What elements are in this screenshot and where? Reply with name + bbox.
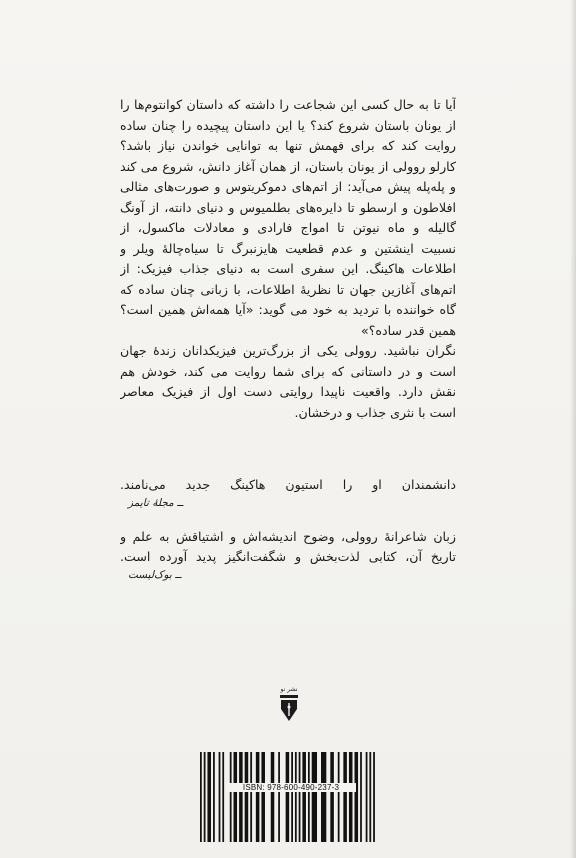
barcode-bar [360,752,362,842]
description-line: است با نثری جذاب و درخشان. [294,404,456,420]
description-line: همین قدر ساده؟» [360,322,456,338]
description-line: اطلاعات هاکینگ. این سفری است به دنیای جذاب فیزیک: از [120,261,456,276]
quote-source: ــ بوک‌لیست [128,569,182,581]
description-line: نگران نباشید. روولی یکی از بزرگ‌ترین فیزیکدانان زندهٔ جهان [120,343,456,358]
barcode-bar [271,752,275,842]
barcode-bar [299,752,301,842]
description-line: اتم‌های آغازین جهان تا نظریهٔ اطلاعات، با زبانی چنان ساده که [120,281,456,297]
publisher-logo-text: نشر نو [280,686,298,693]
quote-source: ــ مجلهٔ تایمز [128,497,184,509]
description-line: و پله‌پله پیش می‌آید: از اتم‌های دموکریتوس و صورت‌های مثالی [120,179,456,194]
description-line: گالیله و ماه نیوتن تا امواج فارادی و معادلات ماکسول، از [120,220,456,235]
barcode-bar [261,752,265,842]
barcode-bar [338,752,340,842]
description-line: افلاطون و ارسطو تا دایره‌های بطلمیوس و دنیای دانته، از آونگ [120,199,456,215]
review-quote-booklist [120,527,456,584]
barcode-bar [200,752,202,842]
quote-text: دانشمندان او را استیون هاکینگ جدید می‌نامند. [120,477,456,492]
barcode-bar [234,752,238,842]
barcode-bar [286,752,290,842]
quote-text: زبان شاعرانهٔ روولی، وضوح اندیشه‌اش و اشتیاقش به علم و [120,529,456,544]
barcode-bar [207,752,211,842]
description-block [120,95,456,423]
description-line: گاه خواننده با تردید به خود می گوید: «آیا همه‌اش همین است؟ [120,302,456,317]
barcode-bar [373,752,375,842]
review-quote-times [120,475,456,512]
barcode-bar [302,752,306,842]
description-line: آیا تا به حال کسی این شجاعت را داشته که داستان کوانتوم‌ها را [120,97,456,112]
description-line: کارلو روولی از یونان باستان، از همان آغاز دانش، شروع می کند [120,158,456,174]
barcode-bar [312,752,317,842]
description-line: نقش دارد. واقعیت ناپیدا روایتی دست اول از فیزیک معاصر [120,384,456,399]
barcode-bar [239,752,243,842]
barcode-bar [321,752,326,842]
barcode-bar [250,752,252,842]
isbn-barcode [195,752,380,848]
description-line: نسبیت اینشتین و عدم قطعیت هایزنبرگ تا سیاه‌چالهٔ ویلر و [120,240,456,256]
publisher-logo [276,685,302,729]
quote-text: تاریخ آن، کتابی لذت‌بخش و شگفت‌انگیز پدید آورده است. [120,549,456,564]
barcode-bar [308,752,310,842]
barcode-bar [295,752,297,842]
barcode-bar [256,752,260,842]
description-line: از یونان باستان شروع کند؟ یا این داستان پیچیده را چنان ساده [120,117,456,133]
barcode-bar [355,752,359,842]
barcode-bar [278,752,280,842]
barcode-bar [213,752,215,842]
barcode-bar [204,752,206,842]
isbn-text: ISBN: 978-600-490-237-3 [226,783,356,792]
barcode-bar [349,752,353,842]
barcode-bar [222,752,224,842]
barcode-bar [230,752,232,842]
description-line: روایت کند که برای فهمش تنها به توانایی خواندن نیاز باشد؟ [120,138,456,153]
description-line: است و در داستانی که برای شما روایت می کند، خودش هم [120,363,456,379]
page-edge-shadow [570,0,576,858]
barcode-bar [219,752,221,842]
barcode-bar [291,752,293,842]
barcode-bar [369,752,371,842]
barcode-bar [343,752,347,842]
barcode-bar [366,752,368,842]
barcode-bar [330,752,334,842]
barcode-bar [245,752,249,842]
